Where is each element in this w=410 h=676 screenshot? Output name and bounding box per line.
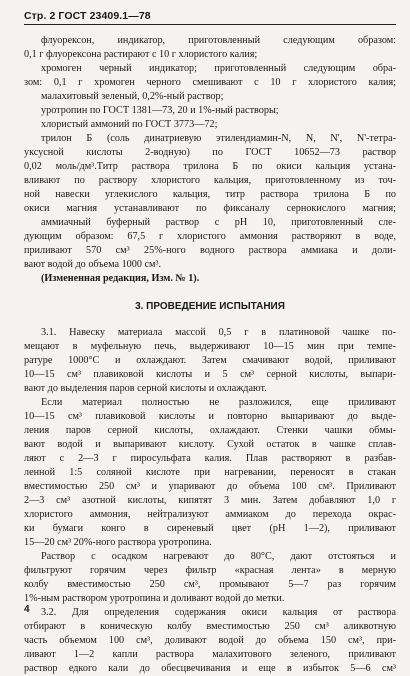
text-line: ленной 1:5 соляной кислоте при нагревании, переносят в стакан — [24, 467, 396, 478]
text-line: часть объемом 100 см³, доливают водой до объема 150 см³, при- — [24, 635, 396, 646]
text-line: дующим образом: 67,5 г хлористого аммония растворяют в воде, — [24, 231, 396, 242]
text-line: (Измененная редакция, Изм. № 1). — [41, 273, 200, 284]
page-header: Стр. 2 ГОСТ 23409.1—78 — [24, 10, 151, 22]
section-title: 3. ПРОВЕДЕНИЕ ИСПЫТАНИЯ — [135, 301, 285, 312]
text-line: уротропин по ГОСТ 1381—73, 20 и 1%-ный растворы; — [41, 105, 279, 116]
text-line: вают до выделения паров серной кислоты и охлаждают. — [24, 383, 267, 394]
text-line: фильтруют горячим через фильтр «красная лента» в мерную — [24, 565, 396, 576]
text-line: 0,02 моль/дм³.Титр раствора трилона Б по окиси кальция устана- — [24, 161, 396, 172]
text-line: хромоген черный индикатор; приготовленный следующим обра- — [41, 63, 396, 74]
text-line: ки бумаги конго в сиреневый цвет (pH 1—2), приливают — [24, 523, 396, 534]
text-line: хлористого аммония, нейтрализуют аммиаком до перехода окрас- — [24, 509, 396, 520]
text-line: 3.2. Для определения содержания окиси кальция от раствора — [41, 607, 396, 618]
text-line: 0,1 г флуорексона растирают с 10 г хлористого калия; — [24, 49, 258, 60]
text-line: окиси магния устанавливают по фиксаналу сернокислого магния; — [24, 203, 396, 214]
text-line: мещают в муфельную печь, выдерживают 10—15 мин при темпе- — [24, 341, 396, 352]
section-body — [24, 326, 396, 676]
text-line: колбу вместимостью 250 см³, промывают 5—7 раз горячим — [24, 579, 396, 590]
text-line: вливают по раствору хлористого кальция, приготовленному из точ- — [24, 175, 396, 186]
text-line: приливают 570 см³ 25%-ного водного раствора аммиака и доли- — [24, 245, 396, 256]
text-line: 10—15 см³ плавиковой кислоты и повторно выпаривают до выде- — [24, 411, 396, 422]
text-line: вают водой до объема 1000 см³. — [24, 259, 162, 270]
text-line: 10—15 см³ плавиковой кислоты и 5 см³ серной кислоты, выпари- — [24, 369, 396, 380]
header-rule — [24, 24, 396, 25]
text-line: ной навески углекислого кальция, титр раствора трилона Б по — [24, 189, 396, 200]
text-line: аммиачный буферный раствор с pH 10, приготовленный сле- — [41, 217, 396, 228]
text-line: 1%-ным раствором уротропина и доливают водой до метки. — [24, 593, 285, 604]
text-line: Раствор с осадком нагревают до 80°С, дают отстояться и — [41, 551, 396, 562]
text-line: хлористый аммоний по ГОСТ 3773—72; — [41, 119, 218, 130]
text-line: 15—20 см³ 20%-ного раствора уротропина. — [24, 537, 212, 548]
text-line: ления паров серной кислоты, охлаждают. Стенки чашки обмы- — [24, 425, 396, 436]
text-line: отбирают в коническую колбу вместимостью 250 см³ аликвотную — [24, 621, 396, 632]
text-line: малахитовый зеленый, 0,2%-ный раствор; — [41, 91, 224, 102]
text-line: зом: 0,1 г хромоген черного смешивают с 10 г хлористого калия; — [24, 77, 396, 88]
page-content — [24, 34, 396, 676]
text-line: раствор едкого кали до обесцвечивания и еще в избыток 5—6 см³ — [24, 663, 396, 674]
text-line: ратуре 1000°С и охлаждают. Затем смачивают водой, приливают — [24, 355, 396, 366]
text-line: ляют с 2—3 г пиросульфата калия. Плав растворяют в разбав- — [24, 453, 396, 464]
reagents-list — [24, 34, 396, 286]
text-line: вместимостью 250 см³ и упаривают до объема 100 см³. Приливают — [24, 481, 396, 492]
text-line: Если материал полностью не разложился, еще приливают — [41, 397, 396, 408]
text-line: флуорексон, индикатор, приготовленный следующим образом: — [41, 35, 396, 46]
text-line: ливают 1—2 капли раствора малахитового зеленого, приливают — [24, 649, 396, 660]
text-line: уксусной кислоты 2-водную) по ГОСТ 10652—73 раствор — [24, 147, 396, 158]
text-line: трилон Б (соль динатриевую этилендиамин-N, N, N', N'-тетра- — [41, 133, 396, 144]
text-line: 3.1. Навеску материала массой 0,5 г в платиновой чашке по- — [41, 327, 396, 338]
text-line: 2—3 см³ азотной кислоты, кипятят 3 мин. Затем добавляют 1,0 г — [24, 495, 396, 506]
text-line: вают водой и выпаривают кислоту. Сухой остаток в чашке сплав- — [24, 439, 396, 450]
page-number: 4 — [24, 604, 30, 615]
